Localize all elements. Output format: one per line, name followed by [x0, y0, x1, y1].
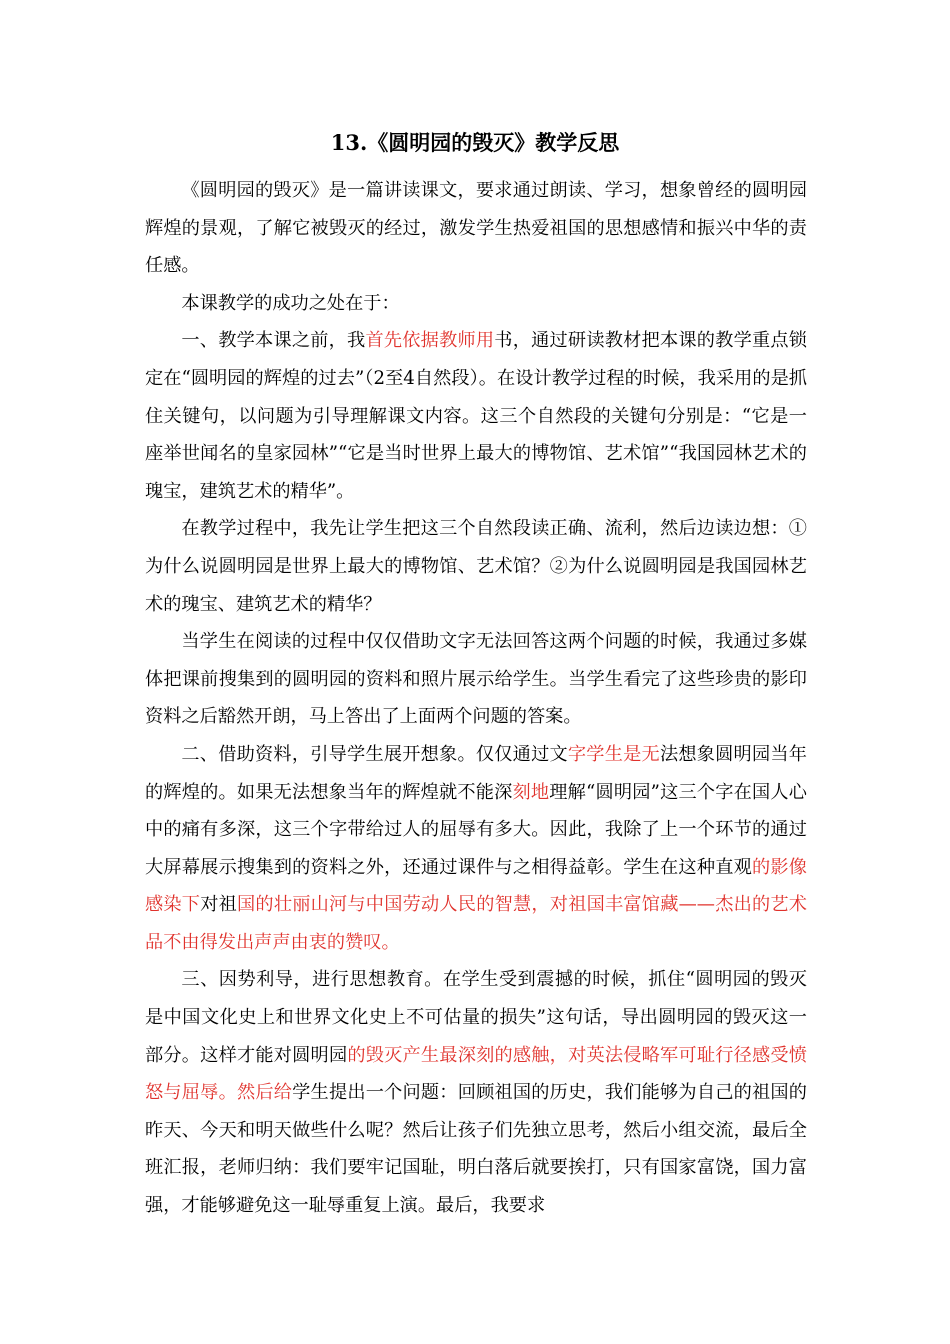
highlighted-text: 的毁灭产生最深刻的感触，对英法侵略军可耻行径感受愤怒与屈辱。然后给 — [145, 1044, 807, 1104]
paragraph-point-two — [145, 736, 807, 962]
text-run: 对祖 — [200, 894, 238, 916]
paragraph-success-intro — [145, 285, 807, 323]
text-run: 书，通过研读教材把本课的教学重点锁定在“圆明园的辉煌的过去”（2至4自然段）。在设计教学过程的时候，我采用的是抓住关键句，以问题为引导理解课文内容。这三个自然段的关键句分别是：“它是一座举世闻名的皇家园林”“它是当时世界上最大的博物馆、艺术馆”“我国园林艺术的瑰宝，建筑艺术的精华”。 — [145, 330, 807, 502]
text-run: 学生提出一个问题：回顾祖国的历史，我们能够为自己的祖国的昨天、今天和明天做些什么呢？然后让孩子们先独立思考，然后小组交流，最后全班汇报，老师归纳：我们要牢记国耻，明白落后就要挨打，只有国家富饶，国力富强，才能够避免这一耻辱重复上演。最后，我要求 — [145, 1082, 807, 1217]
text-run: 三、因势利导，进行思想教育。在学生受到震撼的时候，抓住“圆明园的毁灭是中国文化史上和世界文化史上不可估量的损失”这句话，导出圆明园的毁灭这一部分。这样才能对圆明园 — [145, 969, 807, 1066]
highlighted-text: 首先依据教师用 — [365, 330, 495, 352]
paragraph-teaching-process — [145, 510, 807, 623]
text-run: 二、借助资料，引导学生展开想象。仅仅通过文 — [181, 743, 568, 765]
paragraph-intro — [145, 172, 807, 285]
text-run: 理解“圆明园”这三个字在国人心中的痛有多深，这三个字带给过人的屈辱有多大。因此，我除了上一个环节的通过大屏幕展示搜集到的资料之外，还通过课件与之相得益彰。学生在这种直观 — [145, 781, 807, 878]
highlighted-text: 刻地 — [512, 781, 550, 803]
highlighted-text: 的影像感染下 — [145, 856, 807, 916]
paragraph-point-three — [145, 961, 807, 1224]
text-run: 本课教学的成功之处在于： — [181, 292, 400, 314]
text-run: 《圆明园的毁灭》是一篇讲读课文，要求通过朗读、学习，想象曾经的圆明园辉煌的景观，了解它被毁灭的经过，激发学生热爱祖国的思想感情和振兴中华的责任感。 — [145, 180, 807, 277]
text-run: 在教学过程中，我先让学生把这三个自然段读正确、流利，然后边读边想：①为什么说圆明园是世界上最大的博物馆、艺术馆？②为什么说圆明园是我国园林艺术的瑰宝、建筑艺术的精华？ — [145, 518, 807, 615]
highlighted-text: 国的壮丽山河与中国劳动人民的智慧，对祖国丰富馆藏——杰出的艺术品不由得发出声声由衷的赞叹。 — [145, 894, 807, 953]
text-run: 当学生在阅读的过程中仅仅借助文字无法回答这两个问题的时候，我通过多媒体把课前搜集到的圆明园的资料和照片展示给学生。当学生看完了这些珍贵的影印资料之后豁然开朗，马上答出了上面两个问题的答案。 — [145, 631, 807, 728]
paragraph-point-one — [145, 322, 807, 510]
text-run: 一、教学本课之前，我 — [181, 330, 366, 352]
document-body — [145, 172, 807, 1225]
text-run: 法想象圆明园当年的辉煌的。如果无法想象当年的辉煌就不能深 — [145, 743, 807, 803]
paragraph-multimedia — [145, 623, 807, 736]
highlighted-text: 字学生是无 — [567, 743, 660, 765]
document-title: 13.《圆明园的毁灭》教学反思 — [330, 130, 620, 155]
